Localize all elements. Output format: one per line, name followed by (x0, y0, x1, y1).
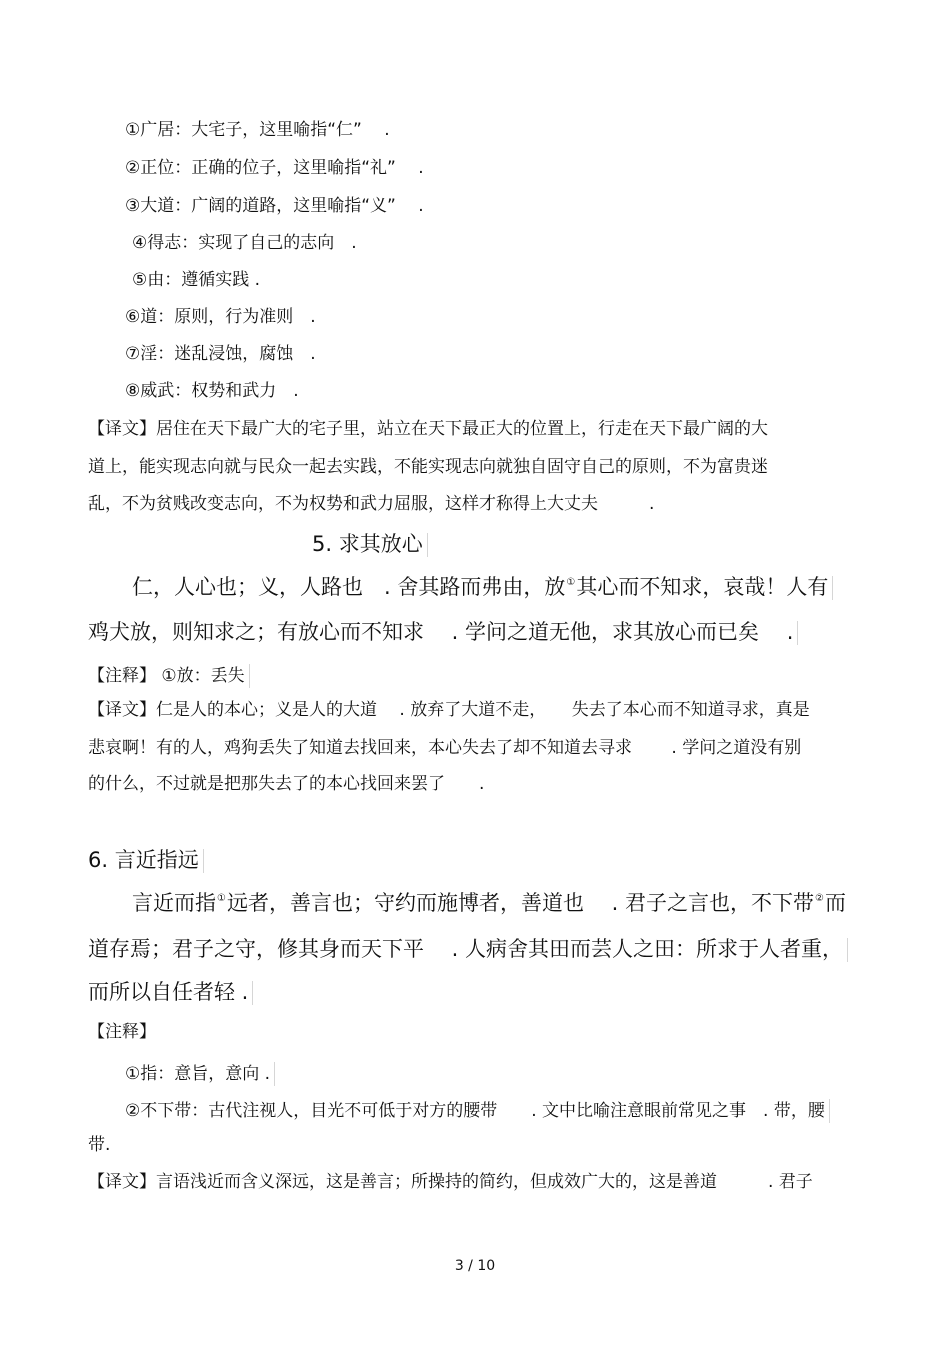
section-6-text-2: 道存焉；君子之守，修其身而天下平 . 人病舍其田而芸人之田：所求于人者重， (88, 937, 844, 961)
section-5-title (312, 533, 428, 557)
section-6-text-3: 而所以自任者轻 . (88, 980, 249, 1004)
section-6-text-line-2 (88, 938, 848, 962)
section-6-note-label: 【注释】 (88, 1022, 156, 1042)
section-5-text-line-1 (132, 576, 833, 600)
section-5-text-line-2 (88, 621, 798, 645)
section-6-text-c: 而 (824, 891, 846, 915)
footnote-marker-1: ① (217, 893, 226, 904)
section-6-title-text: 6. 言近指远 (88, 848, 199, 872)
section-5-text-2: 鸡犬放，则知求之；有放心而不知求 . 学问之道无他，求其放心而已矣 . (88, 620, 794, 644)
section-6-note-2-line-1 (125, 1099, 830, 1123)
section-6-note-2-line-2: 带. (88, 1135, 111, 1155)
note-line-3: ③大道：广阔的道路，这里喻指“义” . (125, 196, 424, 216)
divider (249, 664, 250, 688)
divider (829, 1099, 830, 1123)
translation-4-line-2: 道上，能实现志向就与民众一起去实践，不能实现志向就独自固守自己的原则，不为富贵迷 (88, 457, 768, 477)
section-5-note (88, 664, 250, 688)
section-6-text-b: 远者，善言也；守约而施博者，善道也 . 君子之言也，不下带 (226, 891, 814, 915)
section-5-text-b: 其心而不知求，哀哉！人有 (576, 575, 829, 599)
note-line-6: ⑥道：原则，行为准则 . (125, 307, 316, 327)
note-line-4: ④得志：实现了自己的志向 . (132, 233, 357, 253)
page-number: 3 / 10 (454, 1258, 496, 1274)
section-5-translation-line-2: 悲哀啊！有的人，鸡狗丢失了知道去找回来，本心失去了却不知道去寻求 . 学问之道没有别 (88, 738, 802, 758)
divider (203, 849, 204, 873)
section-5-note-text: 【注释】 ①放：丢失 (88, 666, 245, 686)
section-5-text-a: 仁，人心也；义，人路也 . 舍其路而弗由，放 (132, 575, 566, 599)
section-5-translation-line-1: 【译文】仁是人的本心；义是人的大道 . 放弃了大道不走， 失去了本心而不知道寻求，真是 (88, 700, 810, 720)
divider (427, 533, 428, 557)
note-line-2: ②正位：正确的位子，这里喻指“礼” . (125, 158, 424, 178)
section-6-title (88, 849, 204, 873)
note-line-7: ⑦淫：迷乱浸蚀，腐蚀 . (125, 344, 316, 364)
section-6-note-1 (125, 1062, 275, 1086)
divider (797, 621, 798, 645)
section-6-note-1-text: ①指：意旨，意向 . (125, 1064, 271, 1084)
note-line-5: ⑤由：遵循实践 . (132, 270, 261, 290)
section-5-translation-line-3: 的什么，不过就是把那失去了的本心找回来罢了 . (88, 774, 485, 794)
note-line-1: ①广居：大宅子，这里喻指“仁” . (125, 120, 390, 140)
section-6-text-a: 言近而指 (132, 891, 216, 915)
divider (832, 576, 833, 600)
translation-4-line-3: 乱，不为贫贱改变志向，不为权势和武力屈服，这样才称得上大丈夫 . (88, 494, 655, 514)
section-6-text-line-1 (132, 893, 846, 914)
footnote-marker-2: ② (815, 893, 824, 904)
footnote-marker-1: ① (566, 577, 576, 588)
divider (252, 981, 253, 1005)
section-6-translation: 【译文】言语浅近而含义深远，这是善言；所操持的简约，但成效广大的，这是善道 . 君子 (88, 1172, 813, 1192)
section-6-text-line-3 (88, 981, 253, 1005)
translation-4-line-1: 【译文】居住在天下最广大的宅子里，站立在天下最正大的位置上，行走在天下最广阔的大 (88, 419, 768, 439)
divider (847, 938, 848, 962)
divider (274, 1062, 275, 1086)
note-line-8: ⑧威武：权势和武力 . (125, 381, 299, 401)
section-5-title-text: 5. 求其放心 (312, 532, 423, 556)
section-6-note-2-text: ②不下带：古代注视人，目光不可低于对方的腰带 . 文中比喻注意眼前常见之事 . 带，腰 (125, 1101, 825, 1121)
